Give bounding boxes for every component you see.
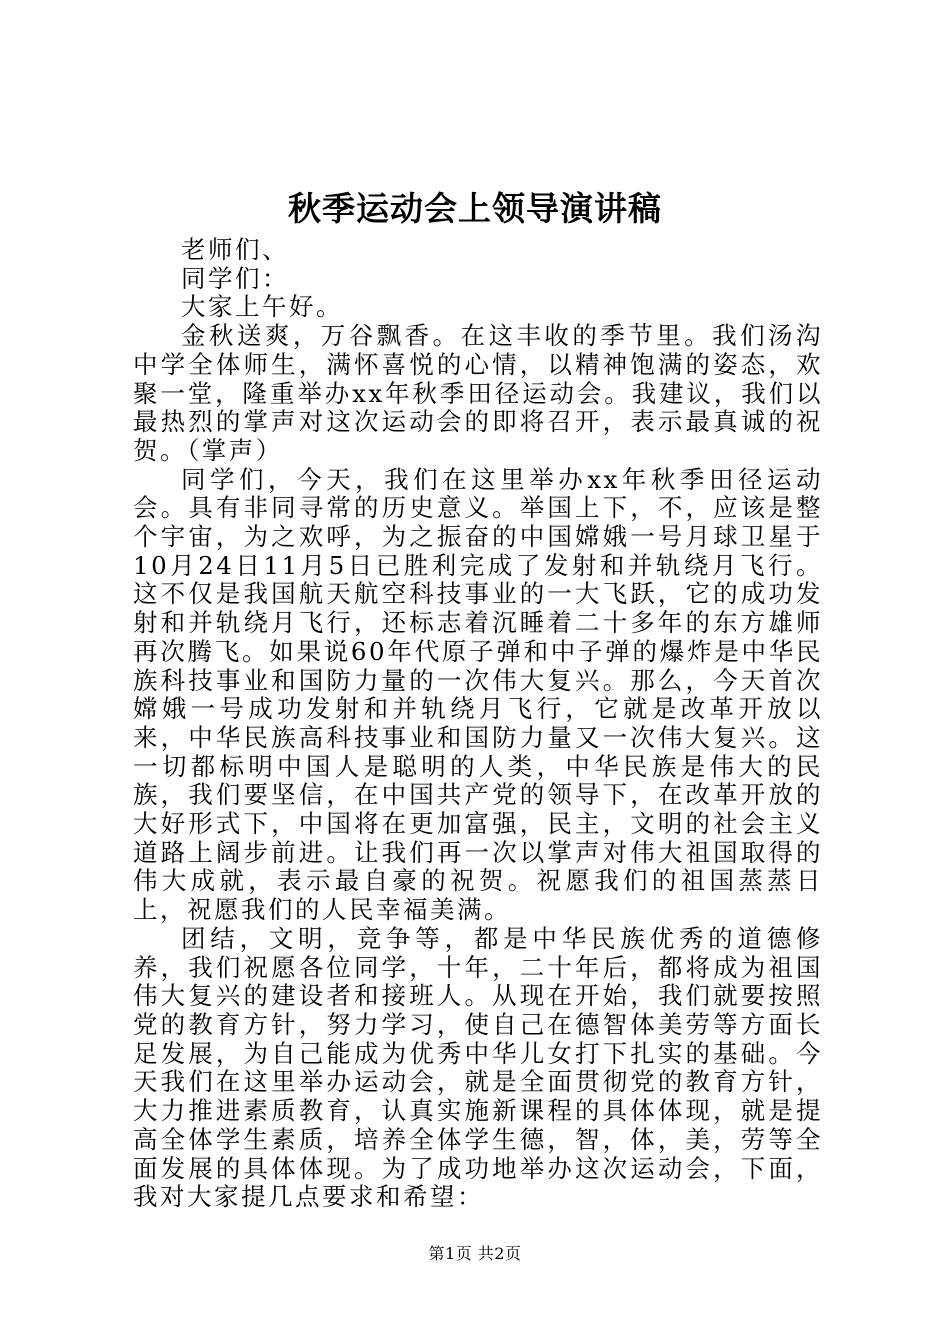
greeting: 大家上午好。 xyxy=(181,292,343,322)
document-title: 秋季运动会上领导演讲稿 xyxy=(288,189,662,228)
paragraph-opening: 金秋送爽，万谷飘香。在这丰收的季节里。我们汤沟中学全体师生，满怀喜悦的心情，以精神饱满的姿态，欢聚一堂，隆重举办xx年秋季田径运动会。我建议，我们以最热烈的掌声对这次运动会的即将召开，表示最真诚的祝贺。（掌声） xyxy=(133,321,823,465)
salutation-students: 同学们： xyxy=(181,263,289,293)
document-body xyxy=(133,236,823,1212)
salutation-teachers: 老师们、 xyxy=(181,235,289,264)
paragraph-history: 同学们，今天，我们在这里举办xx年秋季田径运动会。具有非同寻常的历史意义。举国上下，不，应该是整个宇宙，为之欢呼，为之振奋的中国嫦娥一号月球卫星于10月24日11月5日已胜利完成了发射和并轨绕月飞行。这不仅是我国航天航空科技事业的一大飞跃，它的成功发射和并轨绕月飞行，还标志着沉睡着二十多年的东方雄师再次腾飞。如果说60年代原子弹和中子弹的爆炸是中华民族科技事业和国防力量的一次伟大复兴。那么，今天首次嫦娥一号成功发射和并轨绕月飞行，它就是改革开放以来，中华民族高科技事业和国防力量又一次伟大复兴。这一切都标明中国人是聪明的人类，中华民族是伟大的民族，我们要坚信，在中国共产党的领导下，在改革开放的大好形式下，中国将在更加富强，民主，文明的社会主义道路上阔步前进。让我们再一次以掌声对伟大祖国取得的伟大成就，表示最自豪的祝贺。祝愿我们的祖国蒸蒸日上，祝愿我们的人民幸福美满。 xyxy=(133,464,823,925)
page-footer: 第1页 共2页 xyxy=(428,1244,522,1263)
paragraph-requirements: 团结，文明，竞争等，都是中华民族优秀的道德修养，我们祝愿各位同学，十年，二十年后，都将成为祖国伟大复兴的建设者和接班人。从现在开始，我们就要按照党的教育方针，努力学习，使自己在德智体美劳等方面长足发展，为自己能成为优秀中华儿女打下扎实的基础。今天我们在这里举办运动会，就是全面贯彻党的教育方针，大力推进素质教育，认真实施新课程的具体体现，就是提高全体学生素质，培养全体学生德，智，体，美，劳等全面发展的具体体现。为了成功地举办这次运动会，下面，我对大家提几点要求和希望： xyxy=(133,923,823,1212)
